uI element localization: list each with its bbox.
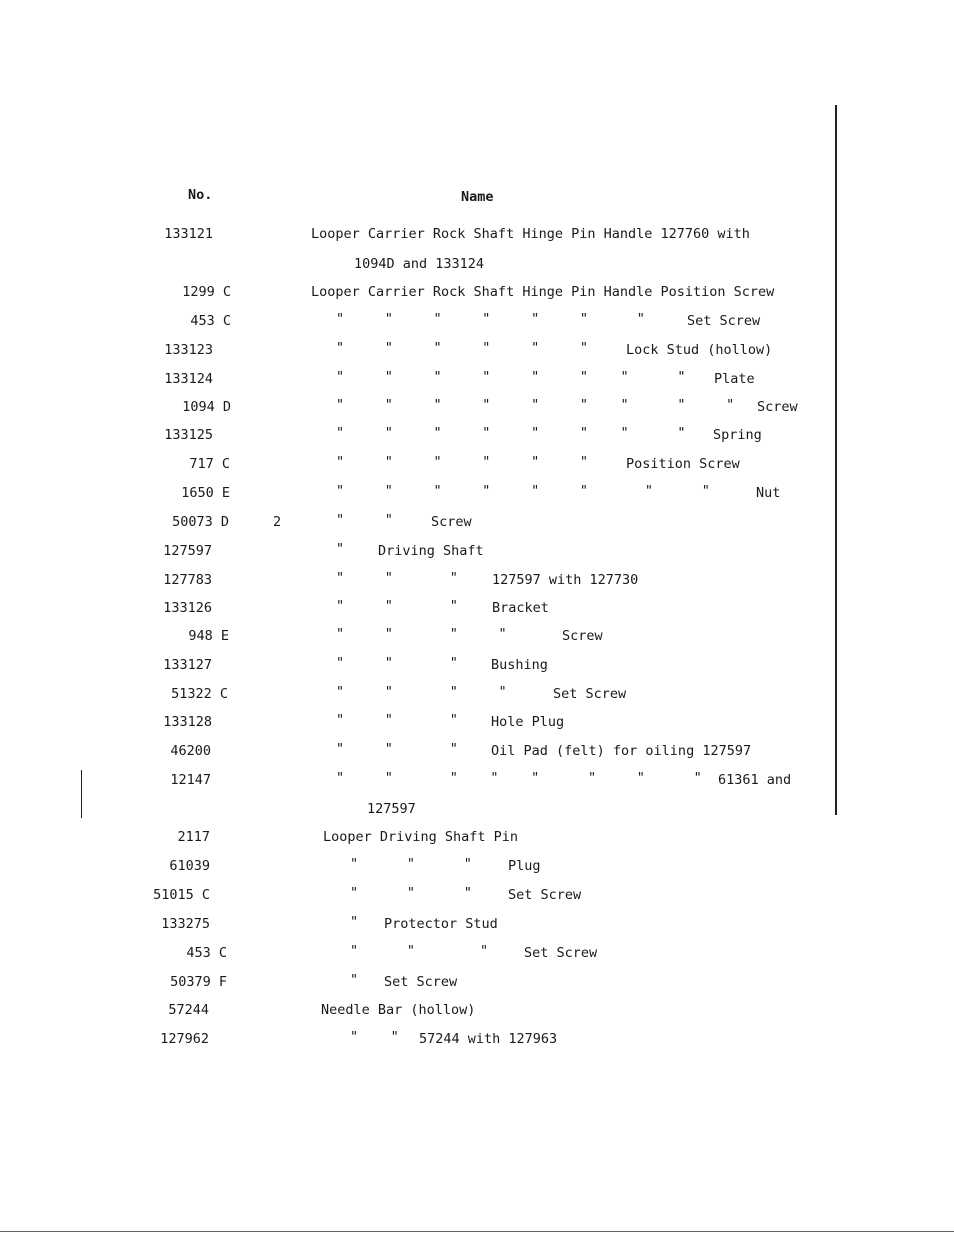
ditto-marks: " " " " bbox=[336, 684, 507, 700]
part-number: 133126 bbox=[163, 600, 212, 616]
ditto-marks: " " " bbox=[350, 856, 472, 872]
part-name: Bracket bbox=[492, 600, 549, 616]
margin-line-left bbox=[81, 770, 82, 818]
part-number: 133127 bbox=[163, 657, 212, 673]
margin-line-right bbox=[835, 105, 837, 815]
ditto-marks: " " " bbox=[350, 885, 472, 901]
part-number: 12147 bbox=[170, 772, 211, 788]
part-number: 50379 F bbox=[170, 974, 227, 990]
continuation-line: 127597 bbox=[367, 801, 416, 817]
part-name: Set Screw bbox=[384, 974, 458, 990]
ditto-marks: " " bbox=[350, 1029, 399, 1045]
part-name: 127597 with 127730 bbox=[492, 572, 639, 588]
page-bottom-rule bbox=[0, 1231, 954, 1232]
part-number: 2117 bbox=[177, 829, 210, 845]
ditto-marks: " " bbox=[336, 512, 393, 528]
part-name: Looper Carrier Rock Shaft Hinge Pin Handle 127760 with bbox=[311, 226, 750, 242]
part-number: 50073 D bbox=[172, 514, 229, 530]
ditto-marks: " " " bbox=[336, 570, 458, 586]
part-number: 133275 bbox=[161, 916, 210, 932]
ditto-marks: " bbox=[350, 972, 359, 988]
ditto-marks: " " " " " " " " " bbox=[336, 397, 735, 413]
part-number: 948 E bbox=[188, 628, 229, 644]
part-name: Looper Carrier Rock Shaft Hinge Pin Handle Position Screw bbox=[311, 284, 775, 300]
column-header-no: No. bbox=[188, 187, 213, 203]
part-number: 127962 bbox=[160, 1031, 209, 1047]
part-number: 133125 bbox=[164, 427, 213, 443]
continuation-line: 1094D and 133124 bbox=[354, 256, 485, 272]
ditto-marks: " " " bbox=[336, 741, 458, 757]
ditto-marks: " " " " bbox=[336, 626, 507, 642]
part-number: 133123 bbox=[164, 342, 213, 358]
part-name: Lock Stud (hollow) bbox=[626, 342, 773, 358]
part-name: Protector Stud bbox=[384, 916, 498, 932]
part-name: Looper Driving Shaft Pin bbox=[323, 829, 519, 845]
part-name: Needle Bar (hollow) bbox=[321, 1002, 476, 1018]
part-name: Set Screw bbox=[553, 686, 627, 702]
ditto-marks: " " " bbox=[336, 655, 458, 671]
quantity: 2 bbox=[273, 514, 282, 530]
part-name: Bushing bbox=[491, 657, 548, 673]
part-number: 61039 bbox=[169, 858, 210, 874]
part-name: 61361 and bbox=[718, 772, 792, 788]
ditto-marks: " " " bbox=[336, 598, 458, 614]
ditto-marks: " " " " " " bbox=[336, 454, 588, 470]
part-number: 1650 E bbox=[181, 485, 230, 501]
ditto-marks: " " " " " " " " bbox=[336, 425, 686, 441]
part-name: 57244 with 127963 bbox=[419, 1031, 558, 1047]
ditto-marks: " bbox=[336, 541, 345, 557]
part-number: 51015 C bbox=[153, 887, 210, 903]
part-number: 57244 bbox=[168, 1002, 209, 1018]
ditto-marks: " " " " " " " " bbox=[336, 369, 686, 385]
part-number: 453 C bbox=[186, 945, 227, 961]
part-number: 453 C bbox=[190, 313, 231, 329]
part-name: Set Screw bbox=[524, 945, 598, 961]
part-name: Driving Shaft bbox=[378, 543, 484, 559]
part-number: 51322 C bbox=[171, 686, 228, 702]
ditto-marks: " " " bbox=[336, 712, 458, 728]
part-number: 133124 bbox=[164, 371, 213, 387]
part-name: Plug bbox=[508, 858, 541, 874]
ditto-marks: " " " " " " " " bbox=[336, 483, 710, 499]
part-name: Set Screw bbox=[687, 313, 761, 329]
part-number: 127597 bbox=[163, 543, 212, 559]
part-name: Spring bbox=[713, 427, 762, 443]
part-name: Hole Plug bbox=[491, 714, 565, 730]
part-number: 1299 C bbox=[182, 284, 231, 300]
part-number: 717 C bbox=[189, 456, 230, 472]
part-number: 1094 D bbox=[182, 399, 231, 415]
part-number: 46200 bbox=[170, 743, 211, 759]
part-name: Set Screw bbox=[508, 887, 582, 903]
part-name: Screw bbox=[431, 514, 472, 530]
part-name: Screw bbox=[562, 628, 603, 644]
part-name: Position Screw bbox=[626, 456, 740, 472]
ditto-marks: " " " " " " " bbox=[336, 311, 645, 327]
ditto-marks: " " " " " " " " bbox=[336, 770, 702, 786]
ditto-marks: " " " bbox=[350, 943, 489, 959]
ditto-marks: " " " " " " bbox=[336, 340, 588, 356]
part-number: 133121 bbox=[164, 226, 213, 242]
column-header-name: Name bbox=[461, 189, 494, 205]
ditto-marks: " bbox=[350, 914, 359, 930]
part-number: 133128 bbox=[163, 714, 212, 730]
part-name: Oil Pad (felt) for oiling 127597 bbox=[491, 743, 752, 759]
part-number: 127783 bbox=[163, 572, 212, 588]
part-name: Plate bbox=[714, 371, 755, 387]
part-name: Screw bbox=[757, 399, 798, 415]
part-name: Nut bbox=[756, 485, 781, 501]
